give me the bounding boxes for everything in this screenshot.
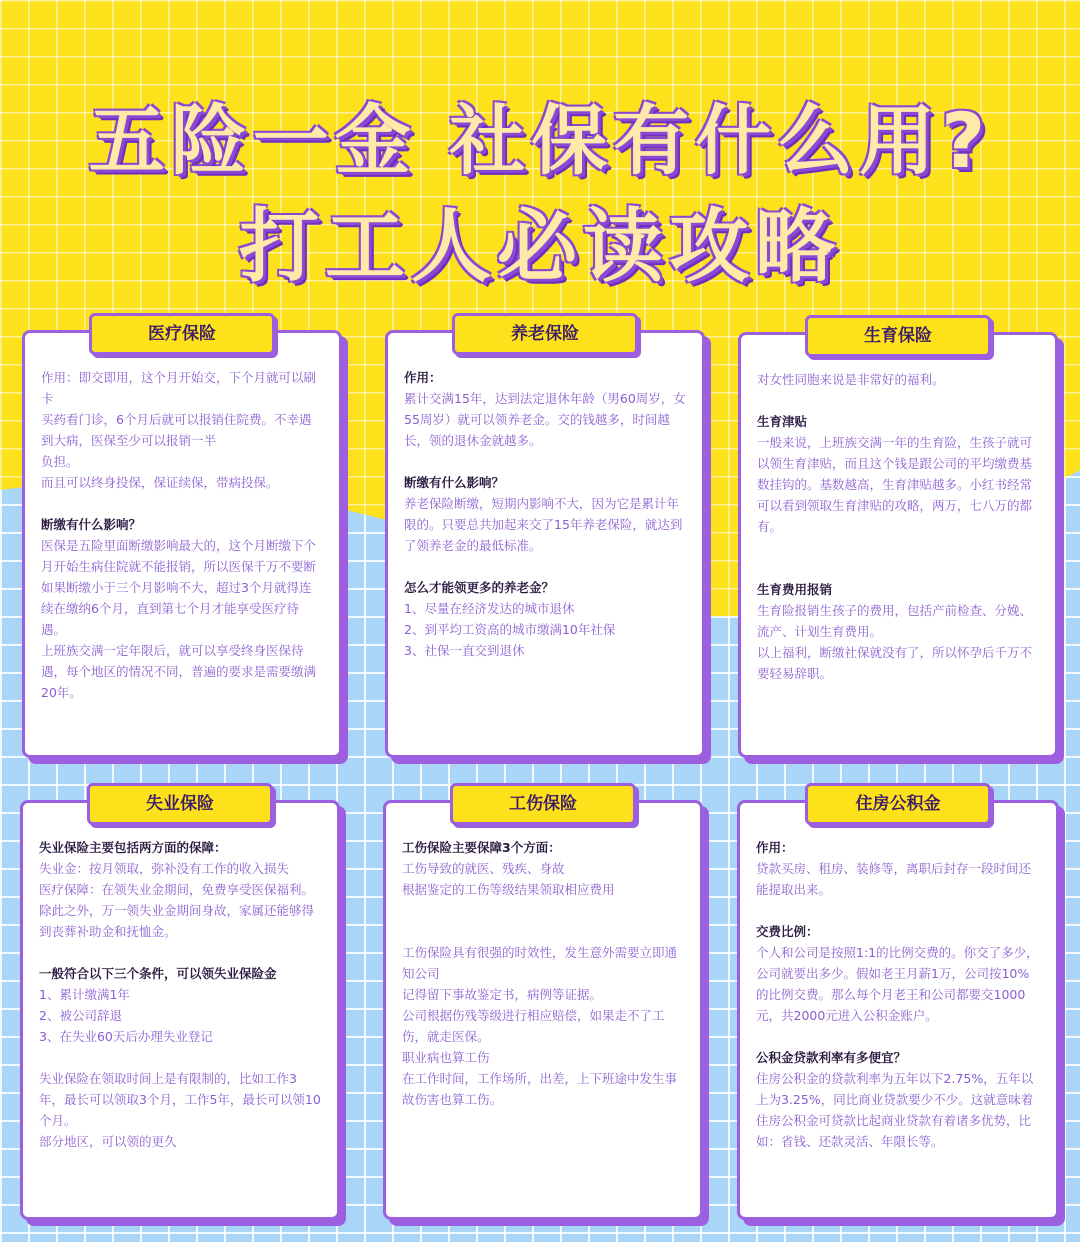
card-line: 在工作时间，工作场所，出差，上下班途中发生事故伤害也算工伤。	[402, 1071, 678, 1107]
card-injury	[383, 794, 703, 1220]
card-line: 医疗保障：在领失业金期间，免费享受医保福利。	[39, 882, 315, 897]
card-heading: 作用：	[404, 370, 442, 385]
card-maternity	[738, 326, 1058, 758]
card-title-maternity: 生育保险	[805, 315, 991, 357]
card-line: 住房公积金的贷款利率为五年以下2.75%，五年以上为3.25%，同比商业贷款要少不少。这就意味着住房公积金可贷款比起商业贷款有着诸多优势，比如：省钱、还款灵活、年限长等。	[756, 1071, 1034, 1149]
card-line: 一般来说，上班族交满一年的生育险，生孩子就可以领生育津贴，而且这个钱是跟公司的平均缴费基数挂钩的。基数越高，生育津贴越多。小红书经常可以看到领取生育津贴的攻略，两万，七八万的都有。	[757, 435, 1033, 534]
card-line: 2、被公司辞退	[39, 1008, 122, 1023]
card-line: 医保是五险里面断缴影响最大的，这个月断缴下个月开始生病住院就不能报销，所以医保千万不要断	[41, 538, 317, 574]
card-heading: 怎么才能领更多的养老金？	[404, 580, 555, 595]
card-title-pension: 养老保险	[452, 313, 638, 355]
card-heading: 生育津贴	[757, 414, 808, 429]
card-line: 职业病也算工伤	[402, 1050, 490, 1065]
card-line: 以上福利，断缴社保就没有了，所以怀孕后千万不要轻易辞职。	[757, 645, 1033, 681]
card-line: 个人和公司是按照1:1的比例交费的。你交了多少，公司就要出多少。假如老王月薪1万，公司按10%的比例交费。那么每个月老王和公司都要交1000元，共2000元进入公积金账户。	[756, 945, 1039, 1023]
card-line: 1、累计缴满1年	[39, 987, 130, 1002]
card-heading: 作用：	[756, 840, 794, 855]
card-line: 上班族交满一定年限后，就可以享受终身医保待遇，每个地区的情况不同，普遍的要求是需要缴满20年。	[41, 643, 317, 700]
card-line: 工伤保险具有很强的时效性，发生意外需要立即通知公司	[402, 945, 678, 981]
card-pension	[385, 324, 705, 758]
card-line: 公司根据伤残等级进行相应赔偿，如果走不了工伤，就走医保。	[402, 1008, 665, 1044]
card-title-medical: 医疗保险	[89, 313, 275, 355]
card-heading: 生育费用报销	[757, 582, 833, 597]
card-line: 负担。	[41, 454, 79, 469]
card-heading: 工伤保险主要保障3个方面：	[402, 840, 561, 855]
card-line: 对女性同胞来说是非常好的福利。	[757, 372, 945, 387]
card-heading: 公积金贷款利率有多便宜？	[756, 1050, 907, 1065]
card-title-unemployment: 失业保险	[87, 783, 273, 825]
card-line: 贷款买房、租房、装修等，离职后封存一段时间还能提取出来。	[756, 861, 1032, 897]
card-line: 工伤导致的就医、残疾、身故	[402, 861, 565, 876]
card-line: 生育险报销生孩子的费用，包括产前检查、分娩、流产、计划生育费用。	[757, 603, 1033, 639]
card-line: 累计交满15年，达到法定退休年龄（男60周岁，女55周岁）就可以领养老金。交的钱越多，时间越长，领的退休金就越多。	[404, 391, 686, 448]
card-medical	[22, 324, 342, 758]
card-line: 2、到平均工资高的城市缴满10年社保	[404, 622, 616, 637]
card-line: 而且可以终身投保，保证续保，带病投保。	[41, 475, 279, 490]
card-heading: 断缴有什么影响？	[41, 517, 142, 532]
card-heading: 断缴有什么影响？	[404, 475, 505, 490]
card-heading: 交费比例：	[756, 924, 819, 939]
card-heading: 失业保险主要包括两方面的保障：	[39, 840, 227, 855]
card-line: 记得留下事故鉴定书，病例等证据。	[402, 987, 603, 1002]
card-unemployment	[20, 794, 340, 1220]
card-line: 除此之外，万一领失业金期间身故，家属还能够得到丧葬补助金和抚恤金。	[39, 903, 315, 939]
card-line: 失业保险在领取时间上是有限制的，比如工作3年，最长可以领取3个月，工作5年，最长可以领10个月。	[39, 1071, 321, 1128]
page-title-line1: 五险一金 社保有什么用?	[88, 96, 992, 185]
card-line: 如果断缴小于三个月影响不大，超过3个月就得连续在缴纳6个月，直到第七个月才能享受医疗待遇。	[41, 580, 312, 637]
card-line: 3、社保一直交到退休	[404, 643, 525, 658]
card-line: 部分地区，可以领的更久	[39, 1134, 177, 1149]
card-line: 养老保险断缴，短期内影响不大，因为它是累计年限的。只要总共加起来交了15年养老保险，就达到了领养老金的最低标准。	[404, 496, 683, 553]
card-line: 失业金：按月领取，弥补没有工作的收入损失	[39, 861, 290, 876]
card-line: 3、在失业60天后办理失业登记	[39, 1029, 213, 1044]
card-line: 根据鉴定的工伤等级结果领取相应费用	[402, 882, 615, 897]
card-title-injury: 工伤保险	[450, 783, 636, 825]
card-heading: 一般符合以下三个条件，可以领失业保险金	[39, 966, 277, 981]
card-title-housing-fund: 住房公积金	[805, 783, 991, 825]
card-housing-fund	[737, 794, 1059, 1220]
card-line: 1、尽量在经济发达的城市退休	[404, 601, 575, 616]
card-line: 买药看门诊，6个月后就可以报销住院费。不幸遇到大病，医保至少可以报销一半	[41, 412, 312, 448]
card-line: 作用：即交即用，这个月开始交，下个月就可以刷卡	[41, 370, 317, 406]
page-title-line2: 打工人必读攻略	[239, 200, 841, 293]
